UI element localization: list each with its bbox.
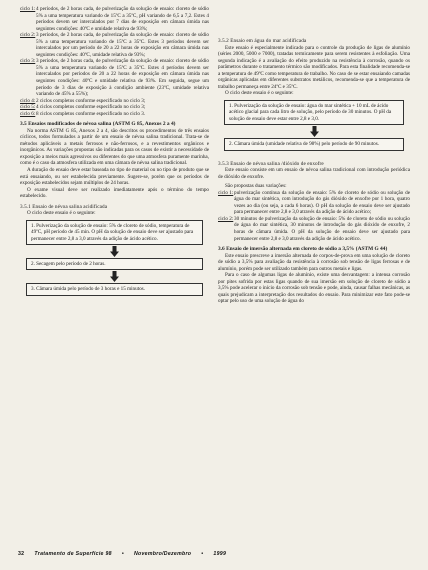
down-arrow-icon [20, 271, 209, 282]
paragraph: São propostas duas variações: [225, 183, 287, 190]
paragraph: Para o caso de algumas ligas de alumínio, existe uma desvantagem: a intensa corrosão por pites sofrida por estas ligas quando de sua imersão em solução de cloreto de sódio a 3,5% pode acelerar o início da corrosão sob tensão e pode, ainda, causar falhas mecânicas, as quais prejudicam a interpretação dos resultados do ensaio. Para minimizar este fato pode-se optar pelo uso de uma solução de água do [218, 272, 410, 305]
cycle-item [20, 32, 209, 58]
subsection-title: 3.5.1 Ensaio de névoa salina acidificada [20, 203, 108, 210]
right-column [218, 6, 410, 305]
cycle-text: pulverização contínua da solução de ensaio: 5% de cloreto de sódio ou solução de água do mar sintética, com introdução do gás dióxido de enxofre por 1 hora, quatro vezes ao dia (ou seja, a cada 6 horas). O pH da solução de ensaio deve ser ajustado para permanecer entre 2,8 e 3,0 através da adição de ácido acético; [234, 189, 410, 216]
cycle-label: ciclo 6: [20, 110, 36, 117]
flow-step-box: 1. Pulverização da solução de ensaio: 5% de cloreto de sódio, temperatura de 49ºC, pH período de 45 min. O pH da solução de ensaio deve ser ajustado para permanecer entre 2,8 a 3,0 através da adição de ácido acético. [26, 220, 203, 245]
cycle-item [20, 6, 209, 32]
cycle-text: 4 ciclos completos conforme especificado no ciclo 3; [36, 104, 146, 111]
issue-months: Novembro/Dezembro [133, 551, 192, 557]
flow-step-box: 1. Pulverização da solução de ensaio: água do mar sintética + 10 mL de ácido acético glacial para cada litro de solução, pelo período de 30 minutos. O pH da solução de ensaio deve estar entre 2,8 e 3,0. [224, 100, 404, 125]
cycle-text: 2 ciclos completos conforme especificado no ciclo 3; [36, 97, 146, 104]
cycle-text: 8 ciclos completos conforme especificado no ciclo 3. [36, 110, 146, 117]
cycle-label: ciclo 1: [218, 189, 234, 196]
cycle-item [20, 111, 209, 118]
paragraph: Este ensaio prescreve a imersão alternada de corpos-de-prova em uma solução de cloreto de sódio a 3,5% para avaliação da resistência à corrosão sob tensão de ligas ferrosas e de alumínio, porém pode ser utilizado também para outros metais e ligas. [218, 252, 410, 272]
subsection-title: 3.5.2 Ensaio em água do mar acidificada [218, 38, 307, 44]
footer-separator: • [201, 551, 204, 557]
cycle-list [20, 6, 209, 117]
cycle-label: ciclo 2: [218, 215, 234, 222]
cycle-label: ciclo 1: [20, 6, 36, 12]
paragraph: O exame visual deve ser realizado imediatamente após o término do tempo estabelecido. [20, 186, 209, 200]
paragraph: Este ensaio consiste em um ensaio de névoa salina tradicional com introdução periódica de dióxido de enxofre. [218, 167, 410, 180]
cycle-item [218, 190, 410, 216]
flow-diagram [218, 100, 410, 151]
flow-step-box: 2. Câmara úmida (umidade relativa de 98%) pelo período de 90 minutos. [224, 138, 404, 150]
paragraph: A duração do ensaio deve estar baseada no tipo de material ou no tipo de produto que se está ensaiando, ou ser estabelecida previamente. Sugere-se, porém que os períodos de exposição estabelecidos sejam múltiplos de 24 horas. [20, 166, 209, 187]
cycle-item [218, 216, 410, 242]
cycle-label: ciclo 5: [20, 104, 36, 111]
cycle-text: 30 minutos de pulverização da solução de ensaio: 5% de cloreto de sódio ou solução de água do mar sintética, 30 minutos de introdução do gás dióxido de enxofre, 2 horas de câmara úmida. O pH da solução de ensaio deve ser ajustado para permanecer entre 2,8 e 3,0 através da adição de ácido acético. [234, 215, 410, 242]
down-arrow-icon [20, 246, 209, 257]
cycle-label: ciclo 2: [20, 32, 36, 39]
paragraph: Este ensaio é especialmente indicado para o controle da produção de ligas de alumínio (séries 2000, 5000 e 7000), tratadas termicamente para serem resistentes à esfoliação. Uma segunda indicação é a avaliação do efeito produzido na resistência à corrosão, quando os parâmetros durante o tratamento térmico são modificados. Para esta finalidade recomenda-se a temperatura de 49ºC como temperatura de trabalho. No caso de se estar ensaiando camadas orgânicas aplicadas em diferentes substratos metálicos, recomenda-se que a temperatura de trabalho permaneça entre 24ºC e 35ºC. [218, 44, 410, 90]
left-column [20, 6, 209, 296]
page-footer [18, 551, 413, 557]
cycle-text: 3 períodos, de 2 horas cada, de pulverização da solução de ensaio: cloreto de sódio 5% a uma temperatura variando de 15ºC a 35ºC. Estes 3 períodos devem ser intercalados por um período de 20 a 22 horas de exposição em câmara úmida nas seguintes condições: 40ºC, umidade relativa de 93%; [36, 32, 209, 58]
cycle-text: 4 períodos, de 2 horas cada, de pulverização da solução de ensaio: cloreto de sódio 5% a uma temperatura variando de 15ºC a 35ºC, pH variando de 6,5 a 7,2. Estes 4 períodos devem ser intercalados por 7 dias de exposição em câmara úmida nas seguintes condições: 40ºC e umidade relativa de 93%; [36, 6, 209, 32]
issue-year: 1999 [213, 551, 227, 557]
flow-diagram [20, 220, 209, 296]
journal-name: Tratamento de Superfície 98 [34, 551, 112, 557]
paragraph: O ciclo deste ensaio é o seguinte: [27, 210, 96, 217]
cycle-label: ciclo 4: [20, 97, 36, 104]
cycle-label: ciclo 3: [20, 58, 36, 65]
flow-step-box: 2. Secagem pelo período de 2 horas. [26, 258, 203, 270]
section-title: 3.6 Ensaio de imersão alternada em cloreto de sódio a 3,5% (ASTM G 44) [218, 246, 388, 253]
cycle-item [20, 58, 209, 97]
subsection-title: 3.5.3 Ensaio de névoa salina /dióxido de enxofre [218, 160, 324, 167]
cycle-text: 3 períodos, de 2 horas cada, de pulverização da solução de ensaio: cloreto de sódio 5% a uma temperatura variando de 15ºC a 35ºC. Estes 4 períodos devem ser intercalados por períodos de 20 a 22 horas de exposição em câmara úmida nas seguintes condições: 40ºC e umidade relativa de 93%. Em seguida, segue um período de 3 dias de exposição à condição ambiente (23ºC, umidade relativa variando de 45% a 55%); [36, 58, 209, 98]
down-arrow-icon [218, 126, 410, 137]
page-number: 32 [18, 551, 25, 557]
flow-step-box: 3. Câmara úmida pelo período de 3 horas e 15 minutos. [26, 283, 203, 295]
footer-separator: • [121, 551, 124, 557]
section-title: 3.5 Ensaios modificados de névoa salina (ASTM G 85, Anexos 2 a 4) [20, 121, 176, 128]
paragraph: Na norma ASTM G 85, Anexos 2 a 4, são descritos os procedimentos de três ensaios cíclicos, todos formulados a partir de um ensaio de névoa salina tradicional. Trata-se de métodos aplicáveis a metais ferrosos e não-ferrosos, e a revestimentos orgânicos e inorgânicos. As variações propostas são indicadas para os casos de existir a necessidade de exposição a meios mais agressivos ou diferentes do que uma atmosfera puramente marinha, como é o caso da atmosfera utilizada em uma câmara de névoa salina tradicional. [20, 127, 209, 167]
paragraph: O ciclo deste ensaio é o seguinte: [225, 90, 294, 97]
